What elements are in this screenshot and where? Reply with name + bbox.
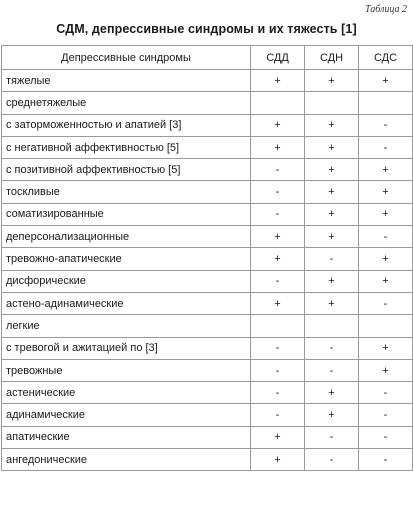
table-row	[2, 426, 413, 448]
syndrome-name-cell: с заторможенностью и апатией [3]	[2, 114, 251, 136]
sds-cell: +	[359, 337, 413, 359]
syndrome-name-cell: тяжелые	[2, 70, 251, 92]
sdd-cell: -	[251, 203, 305, 225]
sds-cell: +	[359, 248, 413, 270]
sdn-cell: +	[305, 292, 359, 314]
sdn-cell: -	[305, 248, 359, 270]
sdd-cell: +	[251, 248, 305, 270]
sdn-cell: -	[305, 449, 359, 471]
table-title: СДМ, депрессивные синдромы и их тяжесть [1]	[56, 22, 357, 36]
syndrome-name-cell: легкие	[2, 315, 251, 337]
table-body	[2, 70, 413, 471]
table-row	[2, 382, 413, 404]
syndrome-name-cell: деперсонализационные	[2, 226, 251, 248]
syndrome-name-cell: астенические	[2, 382, 251, 404]
table-row	[2, 159, 413, 181]
sds-cell: +	[359, 181, 413, 203]
sdn-cell: +	[305, 226, 359, 248]
table-row	[2, 136, 413, 158]
sds-cell: +	[359, 70, 413, 92]
table-row	[2, 315, 413, 337]
syndrome-name-cell: адинамические	[2, 404, 251, 426]
table-row	[2, 226, 413, 248]
syndrome-name-cell: дисфорические	[2, 270, 251, 292]
table-row	[2, 70, 413, 92]
sds-cell: -	[359, 226, 413, 248]
column-header-sds: СДС	[359, 46, 413, 70]
sdn-cell: +	[305, 70, 359, 92]
sds-cell: +	[359, 270, 413, 292]
syndrome-name-cell: с позитивной аффективностью [5]	[2, 159, 251, 181]
sdd-cell: -	[251, 181, 305, 203]
sdd-cell: +	[251, 292, 305, 314]
sdd-cell: -	[251, 337, 305, 359]
sdd-cell	[251, 315, 305, 337]
sdn-cell: -	[305, 337, 359, 359]
table-row	[2, 92, 413, 114]
sds-cell: +	[359, 359, 413, 381]
sdn-cell: -	[305, 359, 359, 381]
sds-cell	[359, 92, 413, 114]
table-row	[2, 181, 413, 203]
column-header-sdd: СДД	[251, 46, 305, 70]
table-row	[2, 359, 413, 381]
sds-cell: +	[359, 159, 413, 181]
table-row	[2, 404, 413, 426]
table-row	[2, 270, 413, 292]
table-row	[2, 203, 413, 225]
sdn-cell: +	[305, 136, 359, 158]
sdd-cell: -	[251, 404, 305, 426]
sds-cell: -	[359, 136, 413, 158]
sdn-cell: -	[305, 426, 359, 448]
sdn-cell: +	[305, 159, 359, 181]
syndrome-name-cell: тревожно-апатические	[2, 248, 251, 270]
sdd-cell: +	[251, 114, 305, 136]
table-header-row	[2, 46, 413, 70]
sdn-cell: +	[305, 404, 359, 426]
syndrome-name-cell: среднетяжелые	[2, 92, 251, 114]
syndrome-name-cell: ангедонические	[2, 449, 251, 471]
sds-cell: -	[359, 114, 413, 136]
sdn-cell: +	[305, 270, 359, 292]
column-header-syndromes: Депрессивные синдромы	[2, 46, 251, 70]
sdd-cell: -	[251, 359, 305, 381]
table-caption: Таблица 2	[365, 4, 407, 15]
syndrome-name-cell: с тревогой и ажитацией по [3]	[2, 337, 251, 359]
syndrome-name-cell: тревожные	[2, 359, 251, 381]
syndrome-name-cell: апатические	[2, 426, 251, 448]
syndrome-name-cell: соматизированные	[2, 203, 251, 225]
syndrome-name-cell: с негативной аффективностью [5]	[2, 136, 251, 158]
sdd-cell	[251, 92, 305, 114]
sdn-cell	[305, 92, 359, 114]
sds-cell: +	[359, 203, 413, 225]
sdd-cell: +	[251, 226, 305, 248]
table-row	[2, 248, 413, 270]
sds-cell: -	[359, 426, 413, 448]
sdd-cell: +	[251, 449, 305, 471]
syndrome-name-cell: астено-адинамические	[2, 292, 251, 314]
sds-cell: -	[359, 382, 413, 404]
sdn-cell: +	[305, 203, 359, 225]
sdd-cell: +	[251, 426, 305, 448]
sdn-cell: +	[305, 181, 359, 203]
sdn-cell: +	[305, 382, 359, 404]
table-row	[2, 292, 413, 314]
sdd-cell: -	[251, 270, 305, 292]
sdn-cell	[305, 315, 359, 337]
sds-cell: -	[359, 404, 413, 426]
sdn-cell: +	[305, 114, 359, 136]
table-row	[2, 449, 413, 471]
table-row	[2, 337, 413, 359]
column-header-sdn: СДН	[305, 46, 359, 70]
sds-cell: -	[359, 292, 413, 314]
sdd-cell: -	[251, 382, 305, 404]
sdd-cell: +	[251, 136, 305, 158]
sdd-cell: +	[251, 70, 305, 92]
sds-cell	[359, 315, 413, 337]
table-row	[2, 114, 413, 136]
syndromes-table	[1, 45, 413, 471]
sds-cell: -	[359, 449, 413, 471]
sdd-cell: -	[251, 159, 305, 181]
syndrome-name-cell: тоскливые	[2, 181, 251, 203]
